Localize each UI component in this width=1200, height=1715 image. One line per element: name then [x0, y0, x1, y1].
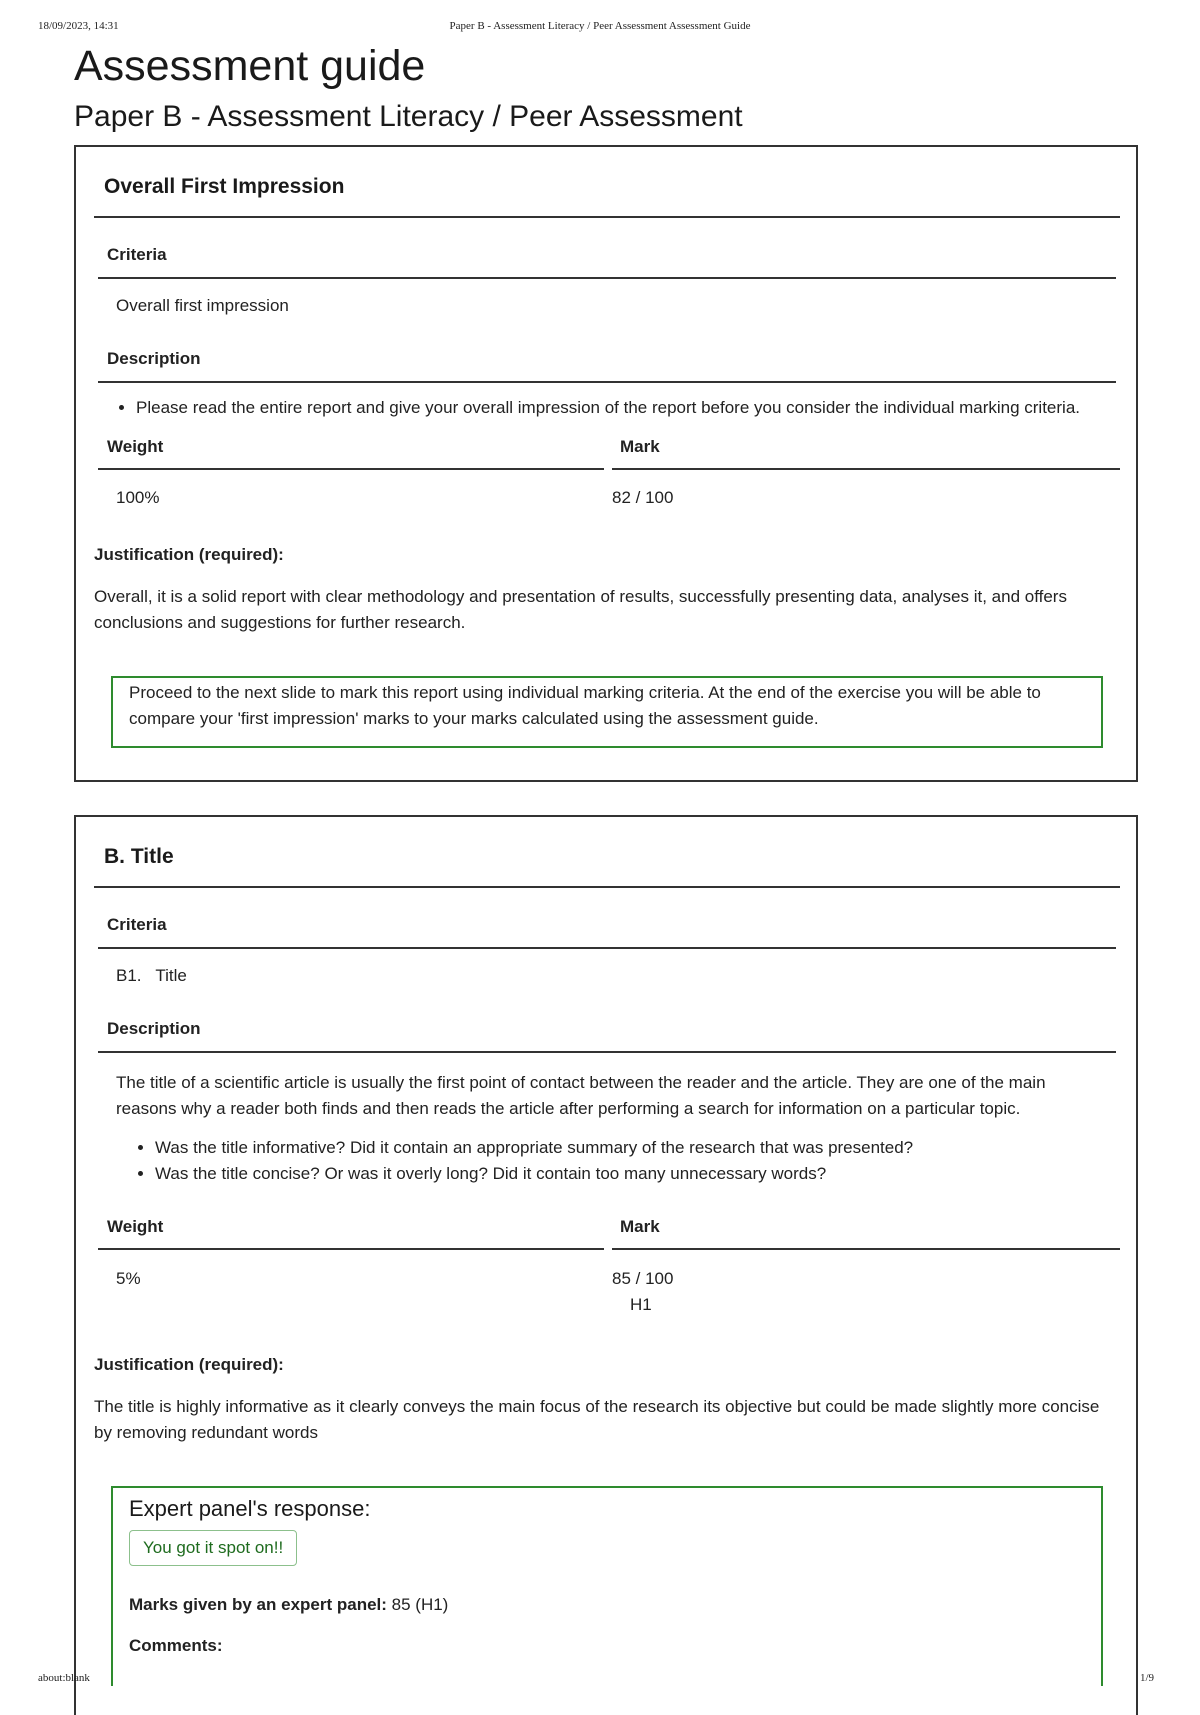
overall-impression-card: [74, 145, 1138, 782]
heading-divider: [94, 216, 1120, 218]
criteria-label: Criteria: [107, 915, 167, 934]
page-number: 1/9: [1139, 1672, 1154, 1684]
description-bullet: • Please read the entire report and give your overall impression of the report before you consider the individual marking criteria.: [136, 395, 1136, 421]
mark-divider: [612, 1248, 1120, 1250]
print-datetime: 18/09/2023, 14:31: [38, 20, 119, 32]
justification-label: Justification (required):: [94, 1355, 284, 1374]
mark-label: Mark: [620, 1217, 660, 1236]
weight-label: Weight: [107, 1217, 164, 1236]
mark-grade: H1: [630, 1295, 652, 1314]
print-title: Paper B - Assessment Literacy / Peer Assessment Assessment Guide: [449, 20, 751, 32]
print-header: [38, 20, 1162, 36]
comments-label: Comments:: [129, 1636, 223, 1655]
mark-value: 82 / 100: [612, 488, 674, 507]
description-bullet: • Was the title informative? Did it contain an appropriate summary of the research that was presented?: [155, 1135, 1125, 1161]
page-title: Assessment guide: [74, 42, 426, 90]
section-heading: Overall First Impression: [104, 175, 345, 198]
description-label: Description: [107, 349, 201, 368]
mark-value: 85 / 100: [612, 1269, 674, 1288]
description-list: [114, 395, 1136, 421]
weight-divider: [98, 468, 604, 470]
expert-response-title: Expert panel's response:: [129, 1496, 371, 1521]
description-label: Description: [107, 1019, 201, 1038]
description-list: [133, 1135, 1125, 1187]
expert-marks: [129, 1592, 448, 1618]
justification-text: Overall, it is a solid report with clear methodology and presentation of results, successfully presenting data, analyses it, and offers conclusions and suggestions for further research.: [94, 587, 1067, 632]
print-url: about:blank: [38, 1672, 90, 1684]
proceed-note: Proceed to the next slide to mark this report using individual marking criteria. At the end of the exercise you will be able to compare your 'first impression' marks to your marks calculated using the assessment guide.: [129, 683, 1041, 728]
mark-label: Mark: [620, 437, 660, 456]
proceed-note-box: [111, 676, 1103, 748]
weight-value: 5%: [116, 1269, 141, 1288]
description-divider: [98, 381, 1116, 383]
expert-marks-value: 85 (H1): [391, 1595, 449, 1614]
weight-value: 100%: [116, 488, 160, 507]
page-subtitle: Paper B - Assessment Literacy / Peer Assessment: [74, 100, 743, 133]
print-footer: [38, 1672, 1162, 1688]
justification-label: Justification (required):: [94, 545, 284, 564]
criteria-value: B1. Title: [116, 966, 187, 985]
description-bullet: • Was the title concise? Or was it overly long? Did it contain too many unnecessary words?: [155, 1161, 1125, 1187]
criteria-value: Overall first impression: [116, 296, 289, 315]
criteria-divider: [98, 947, 1116, 949]
criteria-label: Criteria: [107, 245, 167, 264]
mark-divider: [612, 468, 1120, 470]
title-section-card: [74, 815, 1138, 1715]
section-heading: B. Title: [104, 845, 174, 868]
criteria-divider: [98, 277, 1116, 279]
result-badge: You got it spot on!!: [129, 1530, 297, 1566]
weight-divider: [98, 1248, 604, 1250]
justification-text: The title is highly informative as it clearly conveys the main focus of the research its objective but could be made slightly more concise by removing redundant words: [94, 1397, 1100, 1442]
description-text: The title of a scientific article is usually the first point of contact between the reader and the article. They are one of the main reasons why a reader both finds and then reads the article after performing a search for information on a particular topic.: [116, 1073, 1046, 1118]
heading-divider: [94, 886, 1120, 888]
weight-label: Weight: [107, 437, 164, 456]
description-divider: [98, 1051, 1116, 1053]
expert-marks-label: Marks given by an expert panel:: [129, 1595, 387, 1614]
expert-response-box: [111, 1486, 1103, 1686]
